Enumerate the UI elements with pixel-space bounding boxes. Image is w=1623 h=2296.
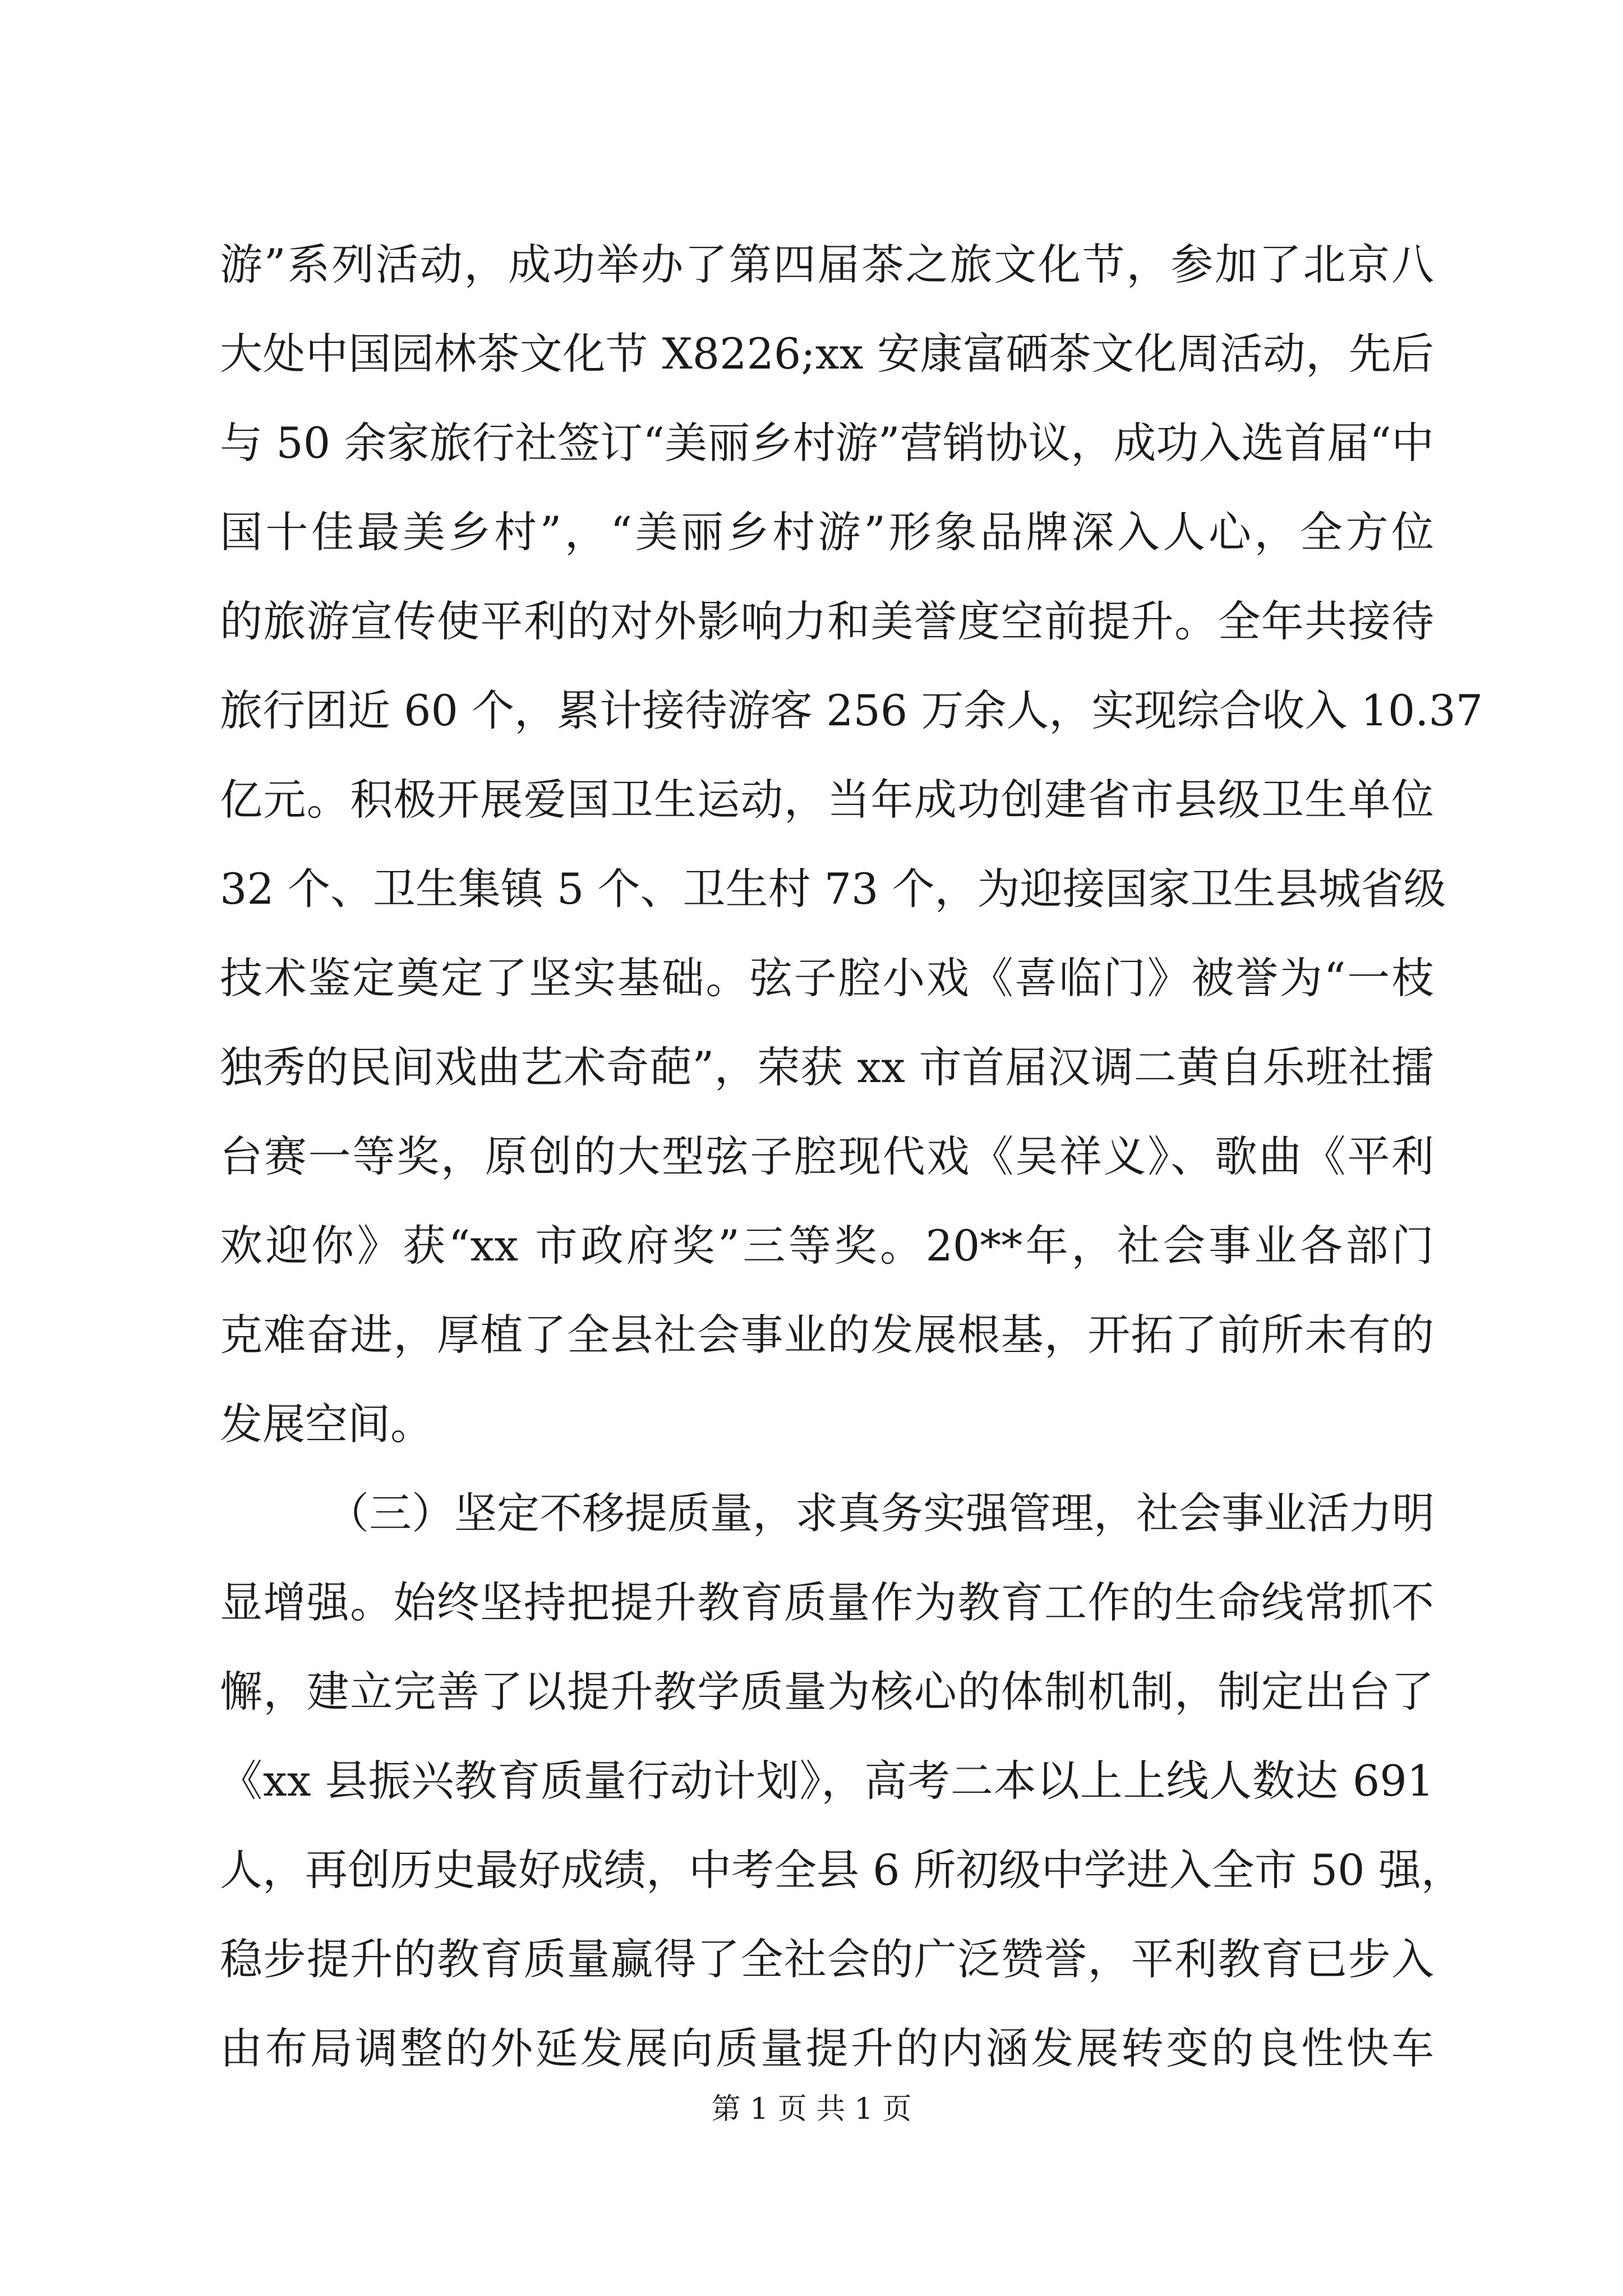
text-line: （三）坚定不移提质量，求真务实强管理，社会事业活力明 xyxy=(326,1488,1435,1538)
text-line: 大处中国园林茶文化节 X8226;xx 安康富硒茶文化周活动，先后 xyxy=(220,329,1434,379)
text-line: 《xx 县振兴教育质量行动计划》，高考二本以上上线人数达 691 xyxy=(220,1756,1434,1806)
text-line: 与 50 余家旅行社签订“美丽乡村游”营销协议，成功入选首届“中 xyxy=(220,418,1434,468)
text-line: 国十佳最美乡村”，“美丽乡村游”形象品牌深入人心，全方位 xyxy=(220,507,1434,557)
text-line: 32 个、卫生集镇 5 个、卫生村 73 个，为迎接国家卫生县城省级 xyxy=(220,864,1446,914)
text-line: 独秀的民间戏曲艺术奇葩”，荣获 xx 市首届汉调二黄自乐班社擂 xyxy=(220,1042,1434,1092)
text-line: 欢迎你》获“xx 市政府奖”三等奖。20**年，社会事业各部门 xyxy=(220,1221,1434,1271)
paragraph xyxy=(220,220,1483,1469)
text-line: 技术鉴定奠定了坚实基础。弦子腔小戏《喜临门》被誉为“一枝 xyxy=(220,953,1434,1003)
text-line: 人，再创历史最好成绩，中考全县 6 所初级中学进入全市 50 强， xyxy=(220,1845,1464,1895)
text-line: 显增强。始终坚持把提升教育质量作为教育工作的生命线常抓不 xyxy=(220,1577,1434,1627)
page-footer xyxy=(0,2090,1623,2129)
text-line: 台赛一等奖，原创的大型弦子腔现代戏《吴祥义》、歌曲《平利 xyxy=(220,1131,1434,1181)
paragraph xyxy=(220,1469,1464,2093)
text-line: 稳步提升的教育质量赢得了全社会的广泛赞誉，平利教育已步入 xyxy=(220,1934,1434,1984)
text-line: 的旅游宣传使平利的对外影响力和美誉度空前提升。全年共接待 xyxy=(220,596,1434,646)
text-line: 亿元。积极开展爱国卫生运动，当年成功创建省市县级卫生单位 xyxy=(220,775,1434,825)
page-number-label: 第 1 页 共 1 页 xyxy=(711,2092,912,2126)
text-line: 发展空间。 xyxy=(220,1399,433,1449)
text-line: 由布局调整的外延发展向质量提升的内涵发展转变的良性快车 xyxy=(220,2023,1434,2073)
text-line: 懈，建立完善了以提升教学质量为核心的体制机制，制定出台了 xyxy=(220,1667,1434,1717)
text-line: 克难奋进，厚植了全县社会事业的发展根基，开拓了前所未有的 xyxy=(220,1310,1434,1360)
document-body xyxy=(220,220,1483,2093)
text-line: 游”系列活动，成功举办了第四届茶之旅文化节，参加了北京八 xyxy=(220,240,1434,289)
text-line: 旅行团近 60 个，累计接待游客 256 万余人，实现综合收入 10.37 xyxy=(220,685,1483,735)
